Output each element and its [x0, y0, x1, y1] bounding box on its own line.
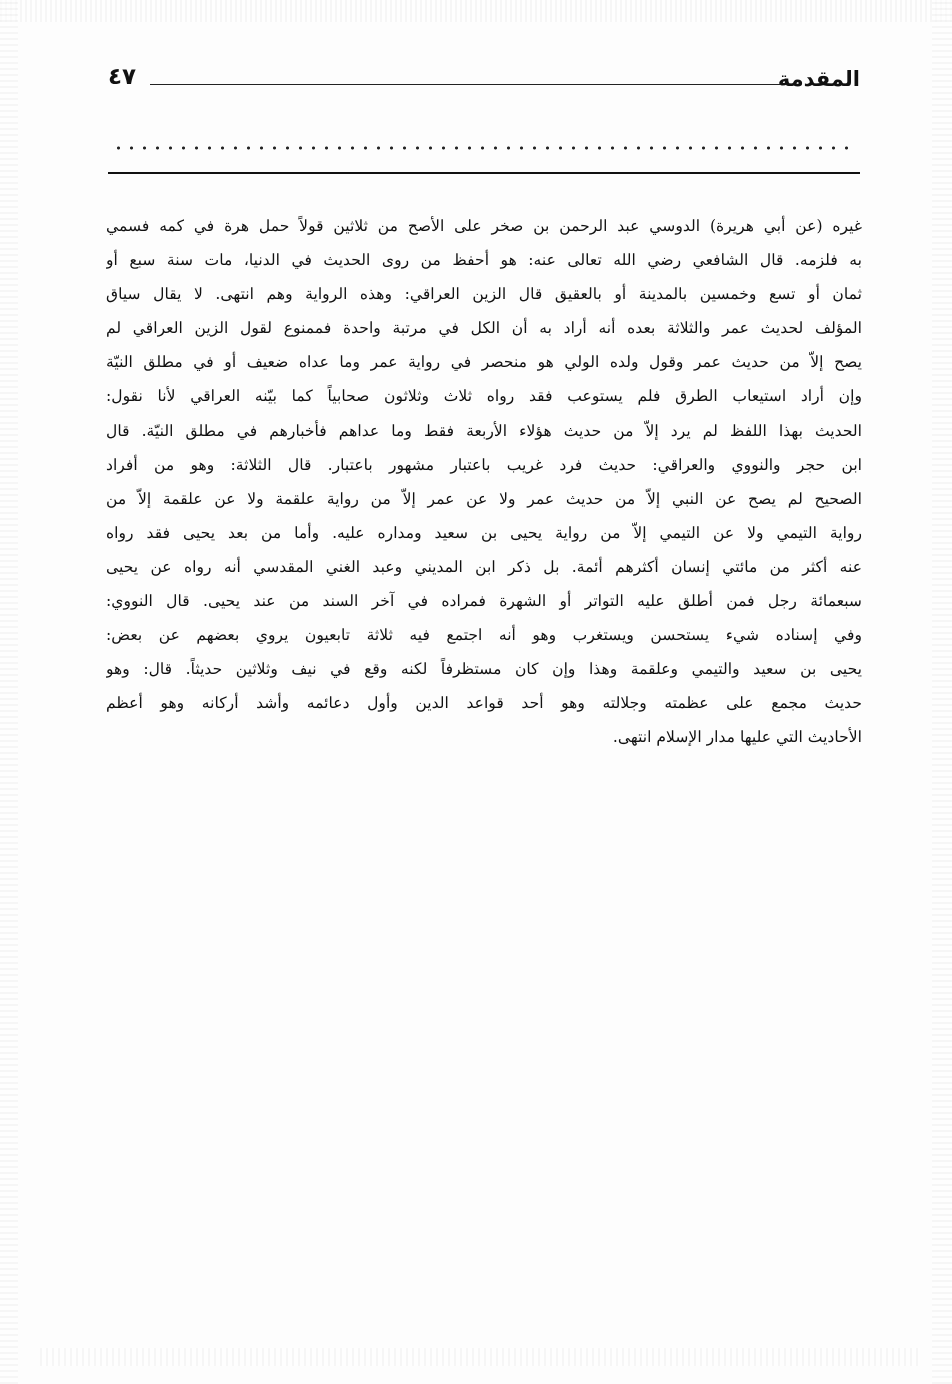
text-line-last: الأحاديث التي عليها مدار الإسلام انتهى. [612, 728, 862, 747]
scan-edge-bottom [40, 1348, 920, 1366]
chapter-title: المقدمة [777, 67, 860, 91]
scan-edge-left [0, 0, 18, 1384]
text-line: عنه أكثر من مائتي إنسان أكثرهم أئمة. بل ذكر ابن المديني وعبد الغني المقدسي أنه رواه عن يحيى [106, 557, 862, 576]
text-line: به فلزمه. قال الشافعي رضي الله تعالى عنه: هو أحفظ من روى الحديث في الدنيا، مات سنة سبع أو [106, 251, 862, 270]
text-line: يصح إلاّ من حديث عمر وقول ولده الولي هو منحصر في رواية عمر وما عداه ضعيف أو في مطلق النيّة [106, 353, 862, 372]
header-rule [150, 84, 780, 85]
text-line: وفي إسناده شيء يستحسن ويستغرب وهو أنه اجتمع فيه ثلاثة تابعيون يروي بعضهم عن بعض: [106, 626, 862, 645]
dotted-separator [112, 142, 858, 154]
body-text [106, 209, 862, 755]
page-number: ٤٧ [108, 64, 137, 90]
section-rule [108, 172, 860, 174]
text-line: حديث مجمع على عظمته وجلالته وهو أحد قواعد الدين وأول دعائمه وأشد أركانه وهو أعظم [106, 694, 862, 713]
text-line: يحيى بن سعيد والتيمي وعلقمة وهذا وإن كان مستظرفاً لكنه وقع في نيف وثلاثين حديثاً. قال: وهو [106, 660, 862, 679]
text-line: غيره (عن أبي هريرة) الدوسي عبد الرحمن بن صخر على الأصح من ثلاثين قولاً حمل هرة في كمه فسمي [106, 217, 862, 235]
scan-edge-right [932, 0, 952, 1384]
text-line: ثمان أو تسع وخمسين بالمدينة أو بالعقيق قال الزين العراقي: وهذه الرواية وهم انتهى. لا يقال سياق [106, 285, 862, 304]
text-line: الصحيح لم يصح عن النبي إلاّ من حديث عمر ولا عن عمر إلاّ من رواية علقمة ولا عن علقمة إلاّ من [106, 489, 862, 508]
running-header [108, 62, 860, 98]
text-line: ابن حجر والنووي والعراقي: حديث فرد غريب باعتبار مشهور باعتبار. قال الثلاثة: وهو من أفراد [106, 455, 862, 474]
text-line: الحديث بهذا اللفظ لم يرد إلاّ من حديث هؤلاء الأربعة فقط وما عداهم فأخبارهم في مطلق النيّة. قال [106, 421, 862, 440]
scan-edge-top [0, 0, 952, 22]
text-line: رواية التيمي ولا عن التيمي إلاّ من رواية يحيى بن سعيد ومداره عليه. وأما من بعد يحيى فقد رواه [106, 523, 862, 542]
text-line: وإن أراد استيعاب الطرق فلم يستوعب فقد رواه ثلاث وثلاثون صحابياً كما بيّنه العراقي لأنا نقول: [106, 387, 862, 406]
text-line: المؤلف لحديث عمر والثلاثة بعده أنه أراد به أن الكل في مرتبة واحدة فممنوع لقول الزين العراقي لم [106, 319, 862, 338]
text-line: سبعمائة رجل فمن أطلق عليه التواتر أو الشهرة فمراده في آخر السند من عند يحيى. قال النووي: [106, 592, 862, 611]
